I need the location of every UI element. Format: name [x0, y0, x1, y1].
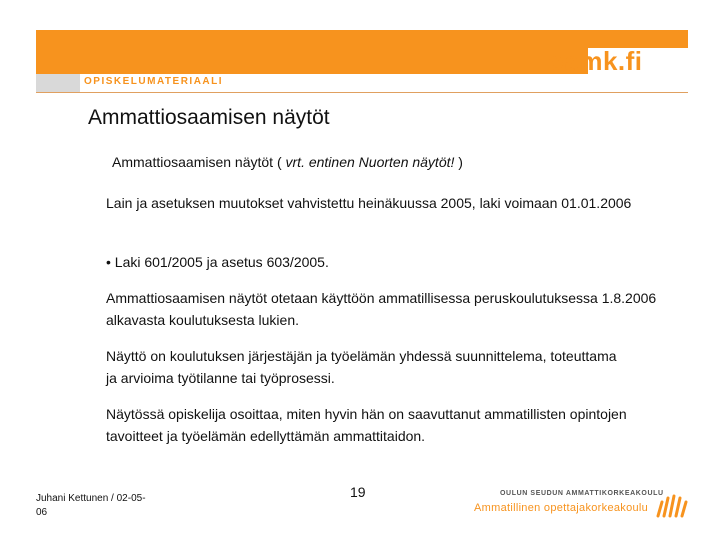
- logo-unit-name: Ammatillinen opettajakorkeakoulu: [474, 502, 649, 514]
- intro-italic-text: vrt. entinen Nuorten näytöt!: [285, 154, 455, 170]
- intro-line: [112, 154, 463, 170]
- page-number: 19: [350, 484, 366, 500]
- logo-institution-name: OULUN SEUDUN AMMATTIKORKEAKOULU: [500, 490, 664, 497]
- section-bar: [36, 74, 688, 92]
- section-bar-grey-block: [36, 74, 80, 92]
- footer-author: Juhani Kettunen / 02-05-06: [36, 493, 146, 518]
- paragraph-student-demonstration: Näytössä opiskelija osoittaa, miten hyvin hän on saavuttanut ammatillisten opintojen tavoitteet ja työelämän edellyttämän ammattitaidon.: [106, 406, 627, 444]
- section-divider: [36, 92, 688, 93]
- paragraph-law-changes: Lain ja asetuksen muutokset vahvistettu heinäkuussa 2005, laki voimaan 01.01.2006: [106, 195, 632, 211]
- section-label: OPISKELUMATERIAALI: [84, 76, 224, 87]
- slide-title: Ammattiosaamisen näytöt: [88, 106, 330, 129]
- logo-sunburst-icon: [652, 488, 692, 520]
- paragraph-introduction-date: Ammattiosaamisen näytöt otetaan käyttöön ammatillisessa peruskoulutuksessa 1.8.2006 alkavasta koulutuksesta lukien.: [106, 290, 657, 328]
- paragraph-definition: Näyttö on koulutuksen järjestäjän ja työelämän yhdessä suunnittelema, toteuttama ja arvioima työtilanne tai työprosessi.: [106, 348, 617, 386]
- intro-text: Ammattiosaamisen näytöt (: [112, 154, 286, 170]
- paragraph-law-reference: • Laki 601/2005 ja asetus 603/2005.: [106, 254, 329, 270]
- site-logo-text: oamk.fi: [548, 46, 643, 76]
- institution-logo: [472, 490, 692, 520]
- intro-end: ): [454, 154, 463, 170]
